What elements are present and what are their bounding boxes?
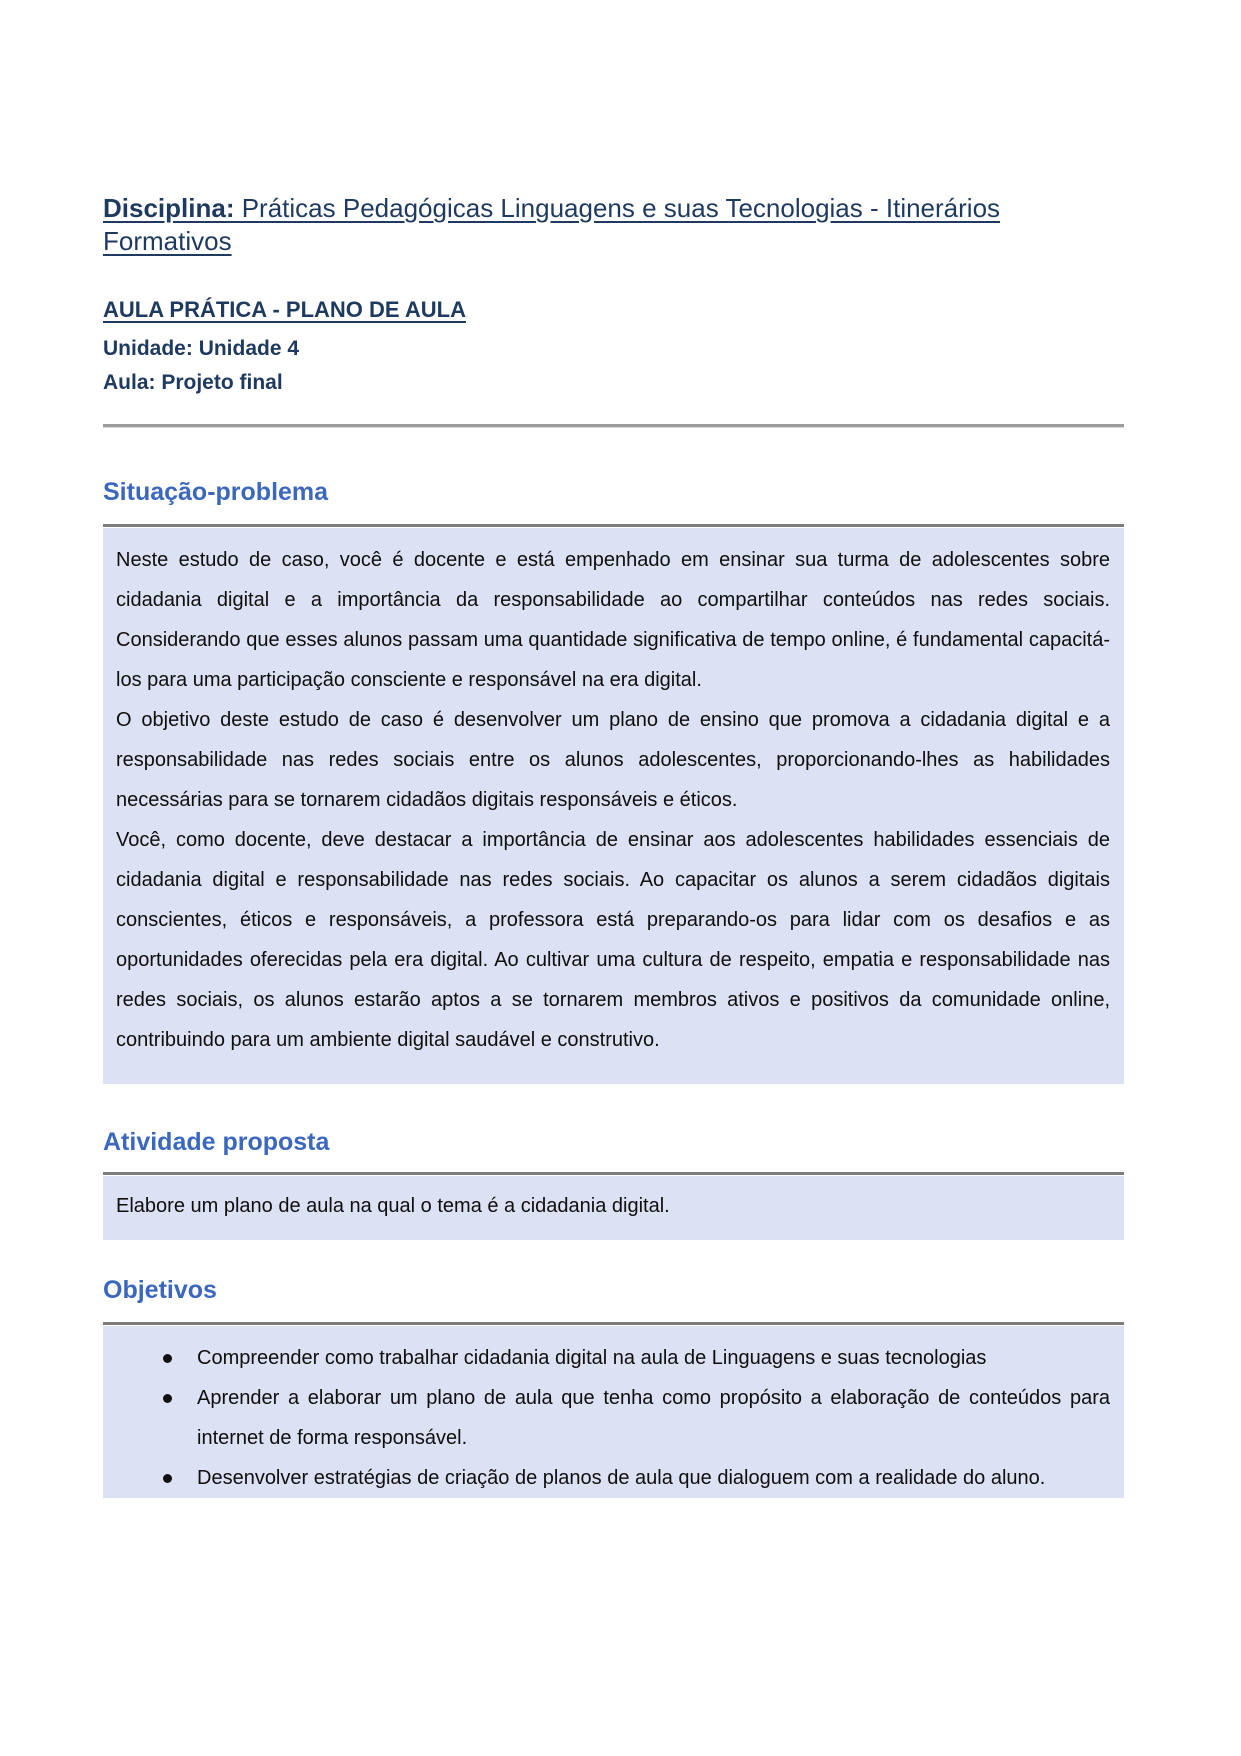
situacao-paragraph: Você, como docente, deve destacar a importância de ensinar aos adolescentes habilidades essenciais de cidadania digital e responsabilidade nas redes sociais. Ao capacitar os alunos a serem cidadãos digitais conscientes, éticos e responsáveis, a professora está preparando-os para lidar com os desafios e as oportunidades oferecidas pela era digital. Ao cultivar uma cultura de respeito, empatia e responsabilidade nas redes sociais, os alunos estarão aptos a se tornarem membros ativos e positivos da comunidade online, contribuindo para um ambiente digital saudável e construtivo. (116, 829, 1110, 1051)
situacao-paragraph: O objetivo deste estudo de caso é desenvolver um plano de ensino que promova a cidadania digital e a responsabilidade nas redes sociais entre os alunos adolescentes, proporcionando-lhes as habilidades necessárias para se tornarem cidadãos digitais responsáveis e éticos. (116, 709, 1110, 811)
discipline-name: Práticas Pedagógicas Linguagens e suas Tecnologias - Itinerários Formativos (103, 193, 1001, 256)
objective-text: Compreender como trabalhar cidadania digital na aula de Linguagens e suas tecnologias (197, 1347, 987, 1369)
document-page (103, 0, 1124, 1756)
bullet-icon (163, 1394, 172, 1403)
practice-title: AULA PRÁTICA - PLANO DE AULA (103, 297, 466, 322)
lesson-line (103, 368, 1124, 398)
section-heading-situacao-problema: Situação-problema (103, 478, 329, 506)
section-heading-atividade-proposta: Atividade proposta (103, 1128, 330, 1156)
section-heading-objetivos: Objetivos (103, 1276, 217, 1304)
unit-line (103, 334, 1124, 364)
section-box-situacao-problema (103, 524, 1124, 1084)
lesson-label: Aula: (103, 371, 156, 394)
unit-value: Unidade 4 (198, 337, 300, 360)
objective-text: Aprender a elaborar um plano de aula que tenha como propósito a elaboração de conteúdos para internet de forma responsável. (197, 1387, 1110, 1449)
objective-text: Desenvolver estratégias de criação de planos de aula que dialoguem com a realidade do aluno. (197, 1467, 1046, 1489)
unit-label: Unidade: (103, 337, 193, 360)
bullet-icon (163, 1474, 172, 1483)
discipline-label: Disciplina: (103, 193, 235, 223)
objectives-list (116, 1338, 1110, 1498)
situacao-paragraph: Neste estudo de caso, você é docente e está empenhado em ensinar sua turma de adolescentes sobre cidadania digital e a importância da responsabilidade ao compartilhar conteúdos nas redes sociais. Considerando que esses alunos passam uma quantidade significativa de tempo online, é fundamental capacitá-los para uma participação consciente e responsável na era digital. (116, 549, 1110, 691)
atividade-proposta-content (103, 1176, 1124, 1240)
objetivos-content (103, 1326, 1124, 1498)
objective-item (116, 1458, 1110, 1498)
atividade-paragraph: Elabore um plano de aula na qual o tema é a cidadania digital. (116, 1195, 670, 1217)
objective-item (116, 1378, 1110, 1458)
section-box-objetivos (103, 1322, 1124, 1498)
lesson-value: Projeto final (161, 371, 283, 394)
header-divider (103, 424, 1124, 428)
situacao-problema-content (103, 528, 1124, 1084)
objective-item (116, 1338, 1110, 1378)
bullet-icon (163, 1354, 172, 1363)
section-box-atividade-proposta (103, 1172, 1124, 1240)
document-title (103, 192, 1124, 258)
